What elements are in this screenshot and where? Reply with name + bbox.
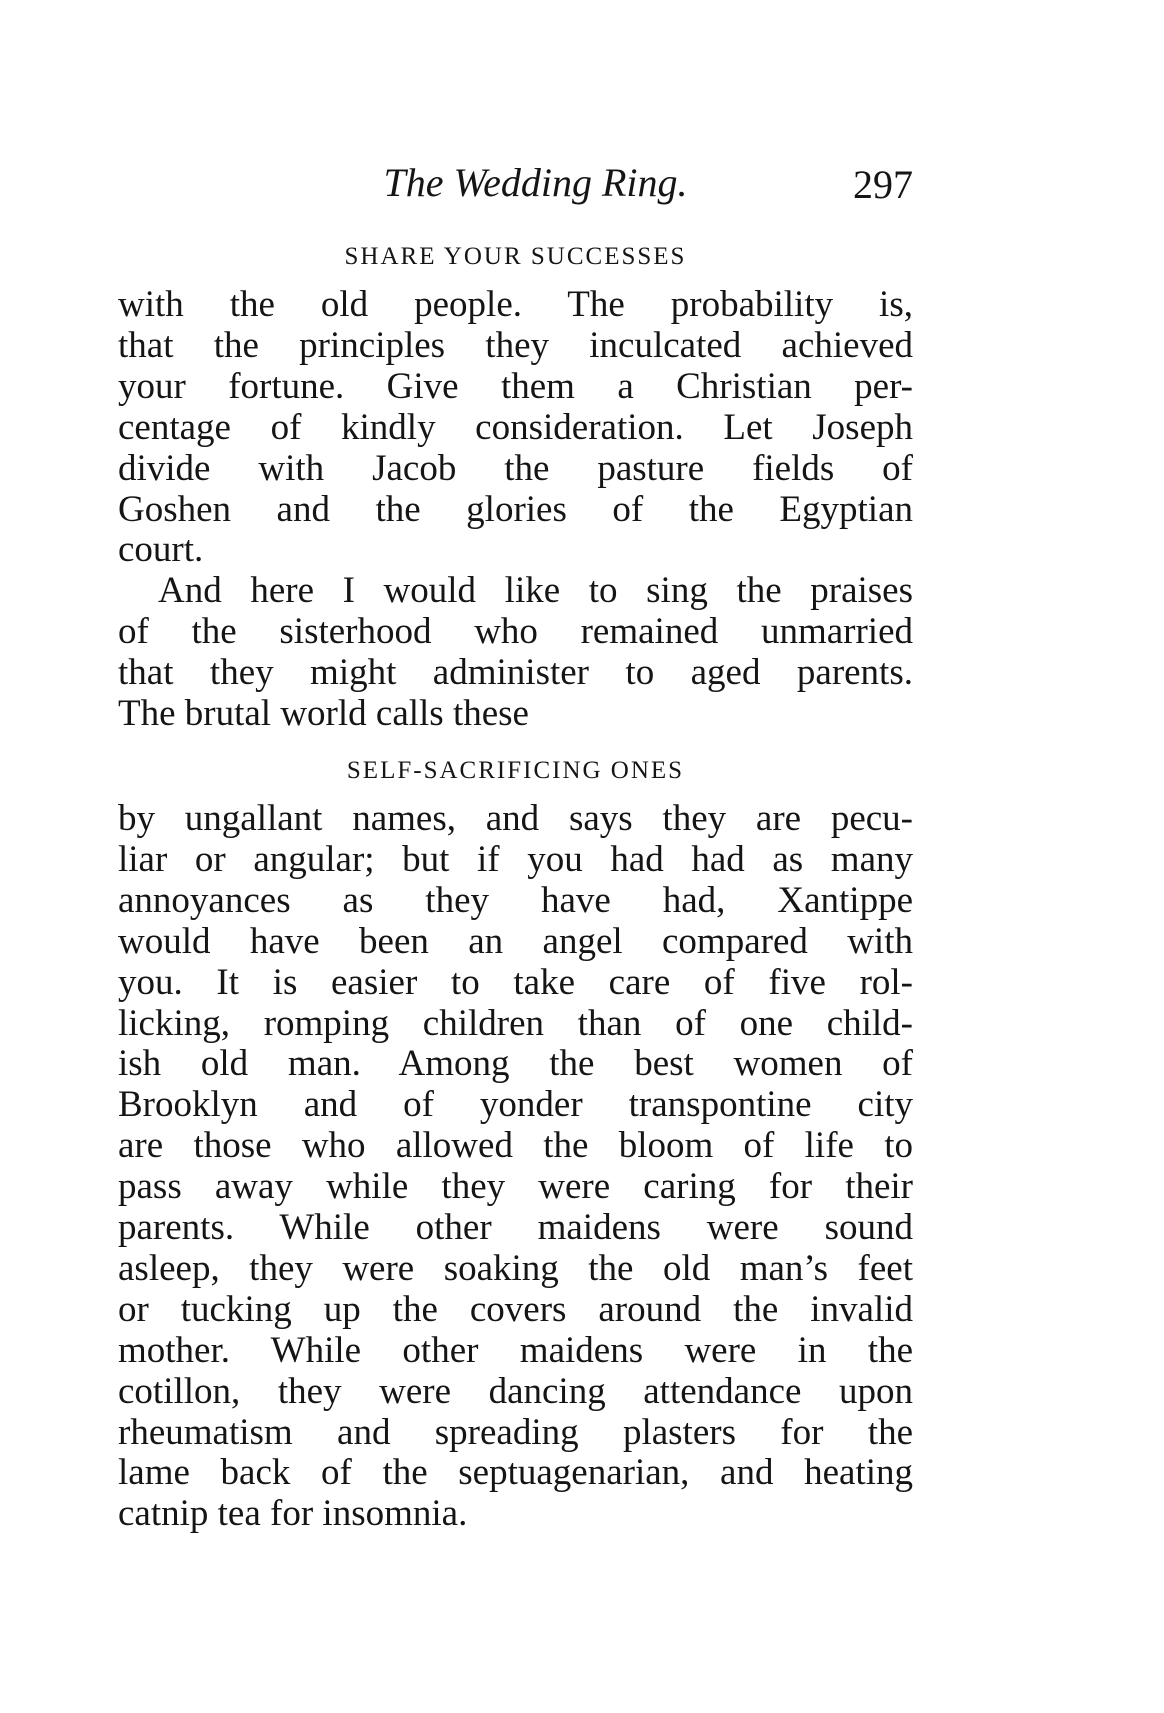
text-line: or tucking up the covers around the invalid: [118, 1288, 913, 1330]
text-line: Goshen and the glories of the Egyptian: [118, 488, 913, 530]
text-line: lame back of the septuagenarian, and heating: [118, 1452, 913, 1494]
text-line: liar or angular; but if you had had as many: [118, 838, 913, 880]
text-line: court.: [118, 529, 204, 571]
text-line: asleep, they were soaking the old man’s feet: [118, 1247, 913, 1289]
text-line: by ungallant names, and says they are pecu-: [118, 797, 913, 839]
text-line: that the principles they inculcated achieved: [118, 324, 913, 366]
page-number: 297: [853, 162, 913, 207]
text-line: divide with Jacob the pasture fields of: [118, 447, 913, 489]
text-line: centage of kindly consideration. Let Joseph: [118, 406, 913, 448]
text-line: The brutal world calls these: [118, 693, 529, 735]
section-heading: SHARE YOUR SUCCESSES: [344, 243, 687, 270]
text-line: your fortune. Give them a Christian per-: [118, 365, 913, 407]
text-line: annoyances as they have had, Xantippe: [118, 879, 913, 921]
text-line: catnip tea for insomnia.: [118, 1493, 468, 1535]
text-line: licking, romping children than of one child-: [118, 1002, 913, 1044]
text-line: would have been an angel compared with: [118, 920, 913, 962]
text-line: parents. While other maidens were sound: [118, 1207, 913, 1249]
text-line: mother. While other maidens were in the: [118, 1329, 913, 1371]
text-line: ish old man. Among the best women of: [118, 1043, 913, 1085]
text-line: of the sisterhood who remained unmarried: [118, 611, 913, 653]
section-heading: SELF-SACRIFICING ONES: [346, 756, 685, 784]
running-header: [118, 158, 913, 218]
text-line: pass away while they were caring for their: [118, 1166, 913, 1208]
running-title: The Wedding Ring.: [383, 160, 688, 205]
text-line: And here I would like to sing the praises: [158, 570, 913, 612]
text-line: are those who allowed the bloom of life to: [118, 1125, 913, 1167]
text-line: you. It is easier to take care of five rol-: [118, 961, 913, 1003]
text-line: Brooklyn and of yonder transpontine city: [118, 1084, 913, 1126]
text-line: that they might administer to aged parents.: [118, 652, 913, 694]
text-line: with the old people. The probability is,: [118, 284, 913, 325]
text-line: rheumatism and spreading plasters for the: [118, 1411, 913, 1453]
body-text: [118, 237, 913, 1535]
text-line: cotillon, they were dancing attendance upon: [118, 1370, 913, 1412]
